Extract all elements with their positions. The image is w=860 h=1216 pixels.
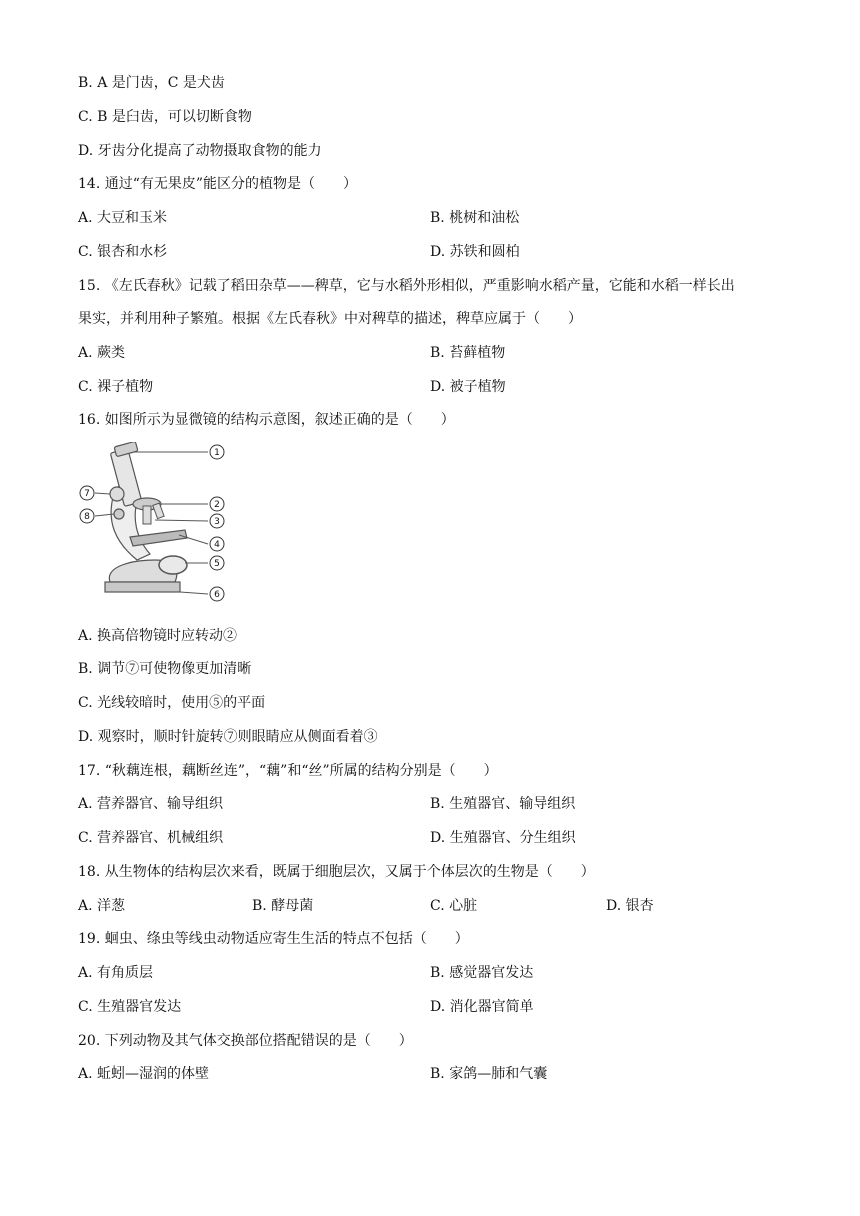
microscope-stage <box>130 530 187 546</box>
option-c: C. 营养器官、机械组织 <box>78 830 224 846</box>
q13-option-d: D. 牙齿分化提高了动物摄取食物的能力 <box>78 143 322 159</box>
question-stem: 18. 从生物体的结构层次来看，既属于细胞层次，又属于个体层次的生物是（ ） <box>78 864 595 880</box>
option-a: A. 蕨类 <box>78 345 126 361</box>
option-d: D. 苏铁和圆柏 <box>430 244 520 260</box>
microscope-mirror <box>159 556 187 574</box>
option-d: D. 被子植物 <box>430 379 506 395</box>
question-stem: 16. 如图所示为显微镜的结构示意图，叙述正确的是（ ） <box>78 412 455 428</box>
option-b: B. 调节⑦可使物像更加清晰 <box>78 661 252 677</box>
label-4: 4 <box>214 540 220 550</box>
option-c: C. 银杏和水杉 <box>78 244 168 260</box>
label-1: 1 <box>214 448 220 458</box>
option-b: B. 酵母菌 <box>252 898 314 914</box>
coarse-knob <box>110 487 124 501</box>
fine-knob <box>114 509 124 519</box>
option-b: B. 感觉器官发达 <box>430 965 534 981</box>
q13-option-c: C. B 是臼齿，可以切断食物 <box>78 109 252 125</box>
option-b: B. 生殖器官、输导组织 <box>430 796 576 812</box>
label-3: 3 <box>214 517 220 527</box>
label-2: 2 <box>214 500 220 510</box>
question-stem: 14. 通过“有无果皮”能区分的植物是（ ） <box>78 176 358 192</box>
question-stem: 17. “秋藕连根，藕断丝连”，“藕”和“丝”所属的结构分别是（ ） <box>78 763 498 779</box>
question-stem-line-2: 果实，并利用种子繁殖。根据《左氏春秋》中对稗草的描述，稗草应属于（ ） <box>78 311 582 327</box>
microscope-diagram <box>75 442 235 607</box>
option-b: B. 桃树和油松 <box>430 210 520 226</box>
option-d: D. 消化器官简单 <box>430 999 534 1015</box>
question-stem: 19. 蛔虫、绦虫等线虫动物适应寄生生活的特点不包括（ ） <box>78 931 469 947</box>
option-a: A. 大豆和玉米 <box>78 210 168 226</box>
label-7: 7 <box>84 489 90 499</box>
option-a: A. 有角质层 <box>78 965 154 981</box>
q13-option-b: B. A 是门齿，C 是犬齿 <box>78 75 225 91</box>
option-a: A. 营养器官、输导组织 <box>78 796 224 812</box>
microscope-eyepiece <box>114 442 138 457</box>
question-stem-line-1: 15. 《左氏春秋》记载了稻田杂草——稗草，它与水稻外形相似，严重影响水稻产量，它能和水稻一样长出 <box>78 278 735 294</box>
label-8: 8 <box>84 512 90 522</box>
option-b: B. 家鸽—肺和气囊 <box>430 1066 548 1082</box>
option-a: A. 洋葱 <box>78 898 126 914</box>
option-d: D. 生殖器官、分生组织 <box>430 830 576 846</box>
option-d: D. 银杏 <box>606 898 654 914</box>
label-6: 6 <box>214 590 220 600</box>
option-b: B. 苔藓植物 <box>430 345 506 361</box>
option-c: C. 光线较暗时，使用⑤的平面 <box>78 695 266 711</box>
option-c: C. 裸子植物 <box>78 379 154 395</box>
label-5: 5 <box>214 559 220 569</box>
option-c: C. 生殖器官发达 <box>78 999 182 1015</box>
question-stem: 20. 下列动物及其气体交换部位搭配错误的是（ ） <box>78 1033 413 1049</box>
option-a: A. 蚯蚓—湿润的体壁 <box>78 1066 210 1082</box>
option-c: C. 心脏 <box>430 898 478 914</box>
option-d: D. 观察时，顺时针旋转⑦则眼睛应从侧面看着③ <box>78 729 378 745</box>
option-a: A. 换高倍物镜时应转动② <box>78 628 238 644</box>
